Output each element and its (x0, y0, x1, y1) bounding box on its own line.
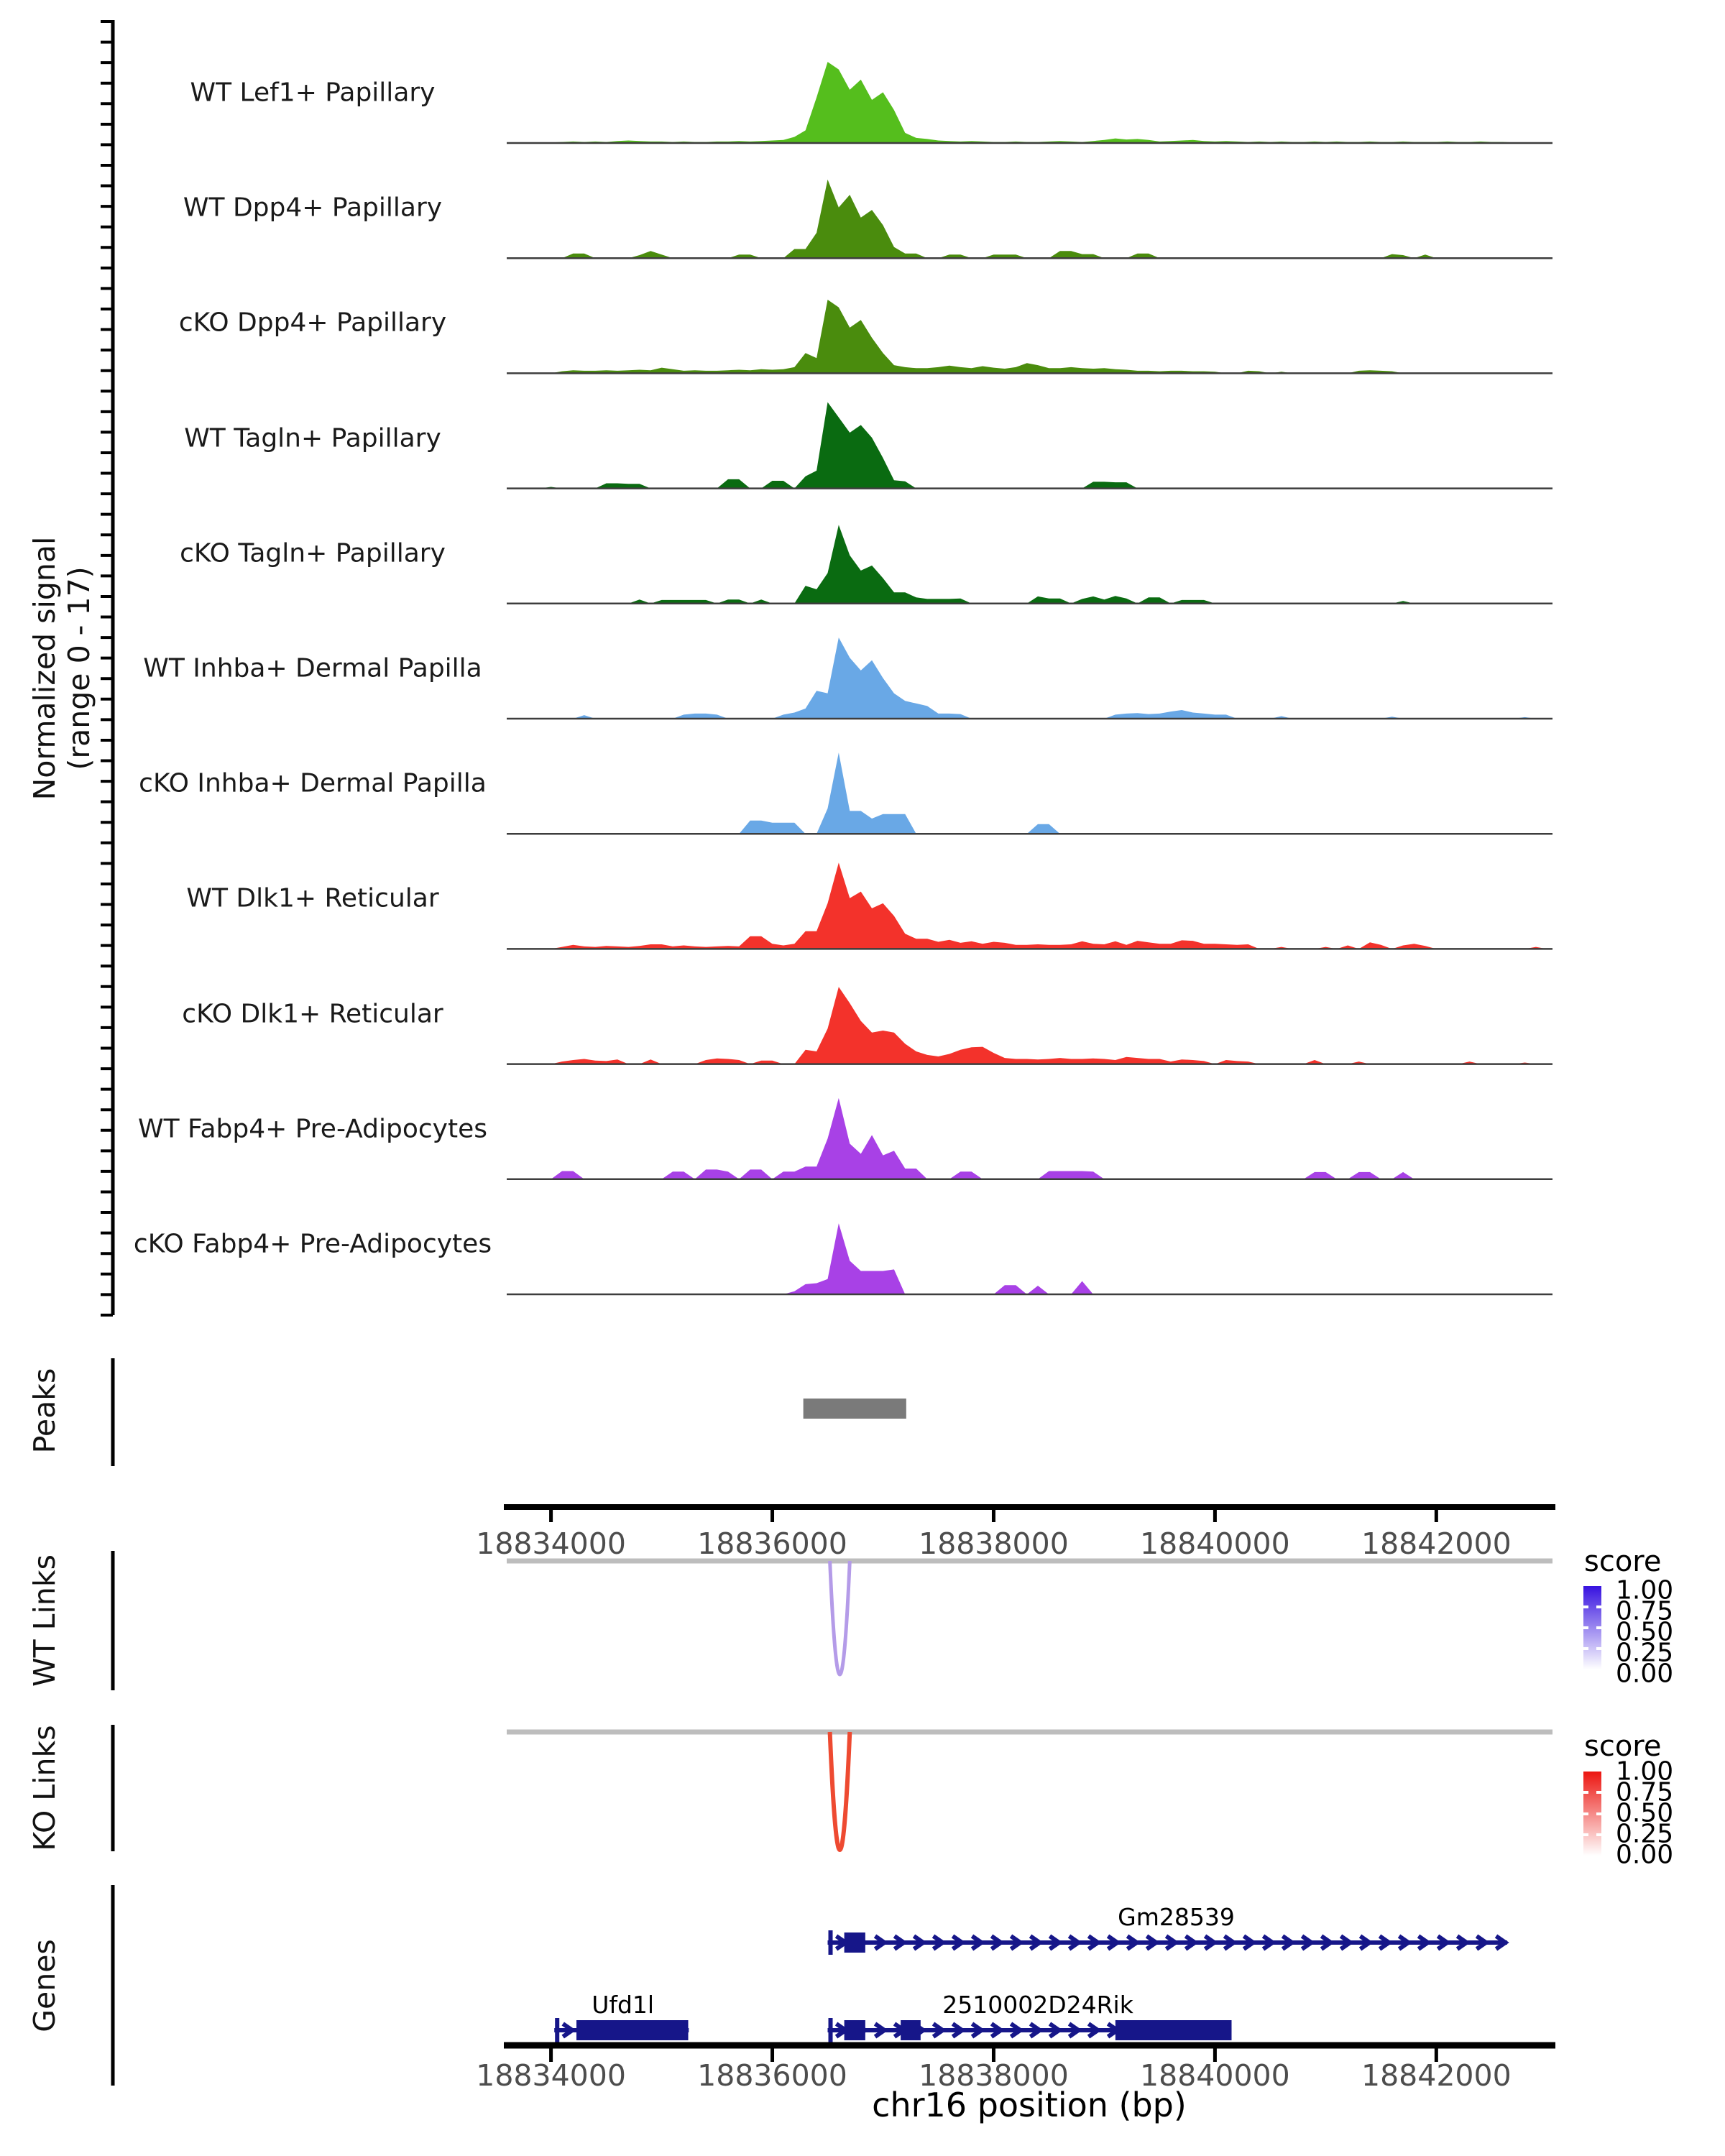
wt-legend-label-000: 0.00 (1616, 1659, 1674, 1689)
x-axis-title: chr16 position (bp) (872, 2086, 1187, 2124)
coverage-area-4 (507, 525, 1552, 603)
coverage-area-6 (507, 752, 1552, 834)
track-label-cko-dlk1: cKO Dlk1+ Reticular (182, 999, 443, 1029)
wt-legend-label-100: 1.00 (1616, 1575, 1674, 1606)
legend-notch (1583, 1812, 1588, 1815)
x-tick-label: 18842000 (1361, 2058, 1512, 2093)
x-tick-label: 18834000 (476, 2058, 626, 2093)
wt-score-legend-title: score (1584, 1545, 1662, 1578)
exon-box (901, 2020, 921, 2040)
y-axis-label-line2: (range 0 - 17) (62, 566, 96, 770)
wt-legend-label-050: 0.50 (1616, 1617, 1674, 1647)
ko-legend-label-100: 1.00 (1616, 1756, 1674, 1787)
peaks-section-label: Peaks (27, 1368, 62, 1454)
track-label-cko-fabp4: cKO Fabp4+ Pre-Adipocytes (133, 1229, 492, 1259)
ko-legend-label-075: 0.75 (1616, 1777, 1674, 1807)
exon-box (845, 2020, 865, 2040)
track-label-cko-dpp4: cKO Dpp4+ Papillary (178, 308, 447, 338)
ko-legend-label-050: 0.50 (1616, 1798, 1674, 1828)
legend-notch (1596, 1833, 1602, 1836)
coverage-area-9 (507, 1098, 1552, 1179)
coverage-area-0 (507, 62, 1552, 143)
track-label-cko-inhba: cKO Inhba+ Dermal Papilla (139, 768, 487, 798)
link-arc-1 (830, 1732, 850, 1850)
legend-notch (1596, 1791, 1602, 1794)
x-tick-label: 18840000 (1140, 1526, 1290, 1561)
coverage-area-8 (507, 987, 1552, 1064)
genes-section-label: Genes (27, 1939, 62, 2032)
coverage-area-10 (507, 1223, 1552, 1294)
peak-interval (804, 1399, 906, 1419)
track-label-wt-dpp4: WT Dpp4+ Papillary (183, 193, 443, 223)
x-tick-label: 18836000 (697, 2058, 847, 2093)
ko-links-section-label: KO Links (27, 1725, 62, 1851)
x-tick-label: 18842000 (1361, 1526, 1512, 1561)
x-tick-label: 18836000 (697, 1526, 847, 1561)
legend-notch (1583, 1791, 1588, 1794)
ko-score-legend-gradient (1583, 1772, 1601, 1856)
wt-links-section-label: WT Links (27, 1554, 62, 1687)
coverage-area-7 (507, 862, 1552, 949)
legend-notch (1583, 1647, 1588, 1650)
exon-box (576, 2020, 689, 2040)
exon-box (845, 1932, 865, 1953)
x-tick-label: 18838000 (919, 1526, 1069, 1561)
wt-legend-label-075: 0.75 (1616, 1596, 1674, 1626)
gene-label-ufd1l: Ufd1l (592, 1991, 655, 2019)
legend-notch (1583, 1626, 1588, 1629)
track-label-wt-dlk1: WT Dlk1+ Reticular (186, 883, 439, 913)
legend-notch (1596, 1647, 1602, 1650)
x-tick-label: 18834000 (476, 1526, 626, 1561)
coverage-area-5 (507, 637, 1552, 719)
gene-label-2510002d24rik: 2510002D24Rik (942, 1991, 1133, 2019)
ko-score-legend-title: score (1584, 1730, 1662, 1763)
exon-box (1116, 2020, 1232, 2040)
track-label-wt-lef1: WT Lef1+ Papillary (190, 78, 436, 108)
track-label-cko-tagln: cKO Tagln+ Papillary (180, 538, 446, 568)
ko-legend-label-000: 0.00 (1616, 1840, 1674, 1870)
track-label-wt-tagln: WT Tagln+ Papillary (184, 423, 441, 453)
track-label-wt-fabp4: WT Fabp4+ Pre-Adipocytes (138, 1114, 487, 1144)
legend-notch (1583, 1833, 1588, 1836)
coverage-area-1 (507, 180, 1552, 258)
ko-legend-label-025: 0.25 (1616, 1819, 1674, 1849)
legend-notch (1596, 1606, 1602, 1608)
track-label-wt-inhba: WT Inhba+ Dermal Papilla (143, 653, 482, 683)
x-tick-label: 18840000 (1140, 2058, 1290, 2093)
legend-notch (1583, 1606, 1588, 1608)
coverage-area-2 (507, 300, 1552, 373)
wt-score-legend-gradient (1583, 1586, 1601, 1669)
legend-notch (1596, 1812, 1602, 1815)
y-axis-label-line1: Normalized signal (27, 536, 62, 801)
link-arc-0 (830, 1561, 850, 1674)
legend-notch (1596, 1626, 1602, 1629)
wt-legend-label-025: 0.25 (1616, 1638, 1674, 1668)
x-tick-label: 18838000 (919, 2058, 1069, 2093)
coverage-area-3 (507, 402, 1552, 489)
gene-label-gm28539: Gm28539 (1118, 1903, 1235, 1931)
